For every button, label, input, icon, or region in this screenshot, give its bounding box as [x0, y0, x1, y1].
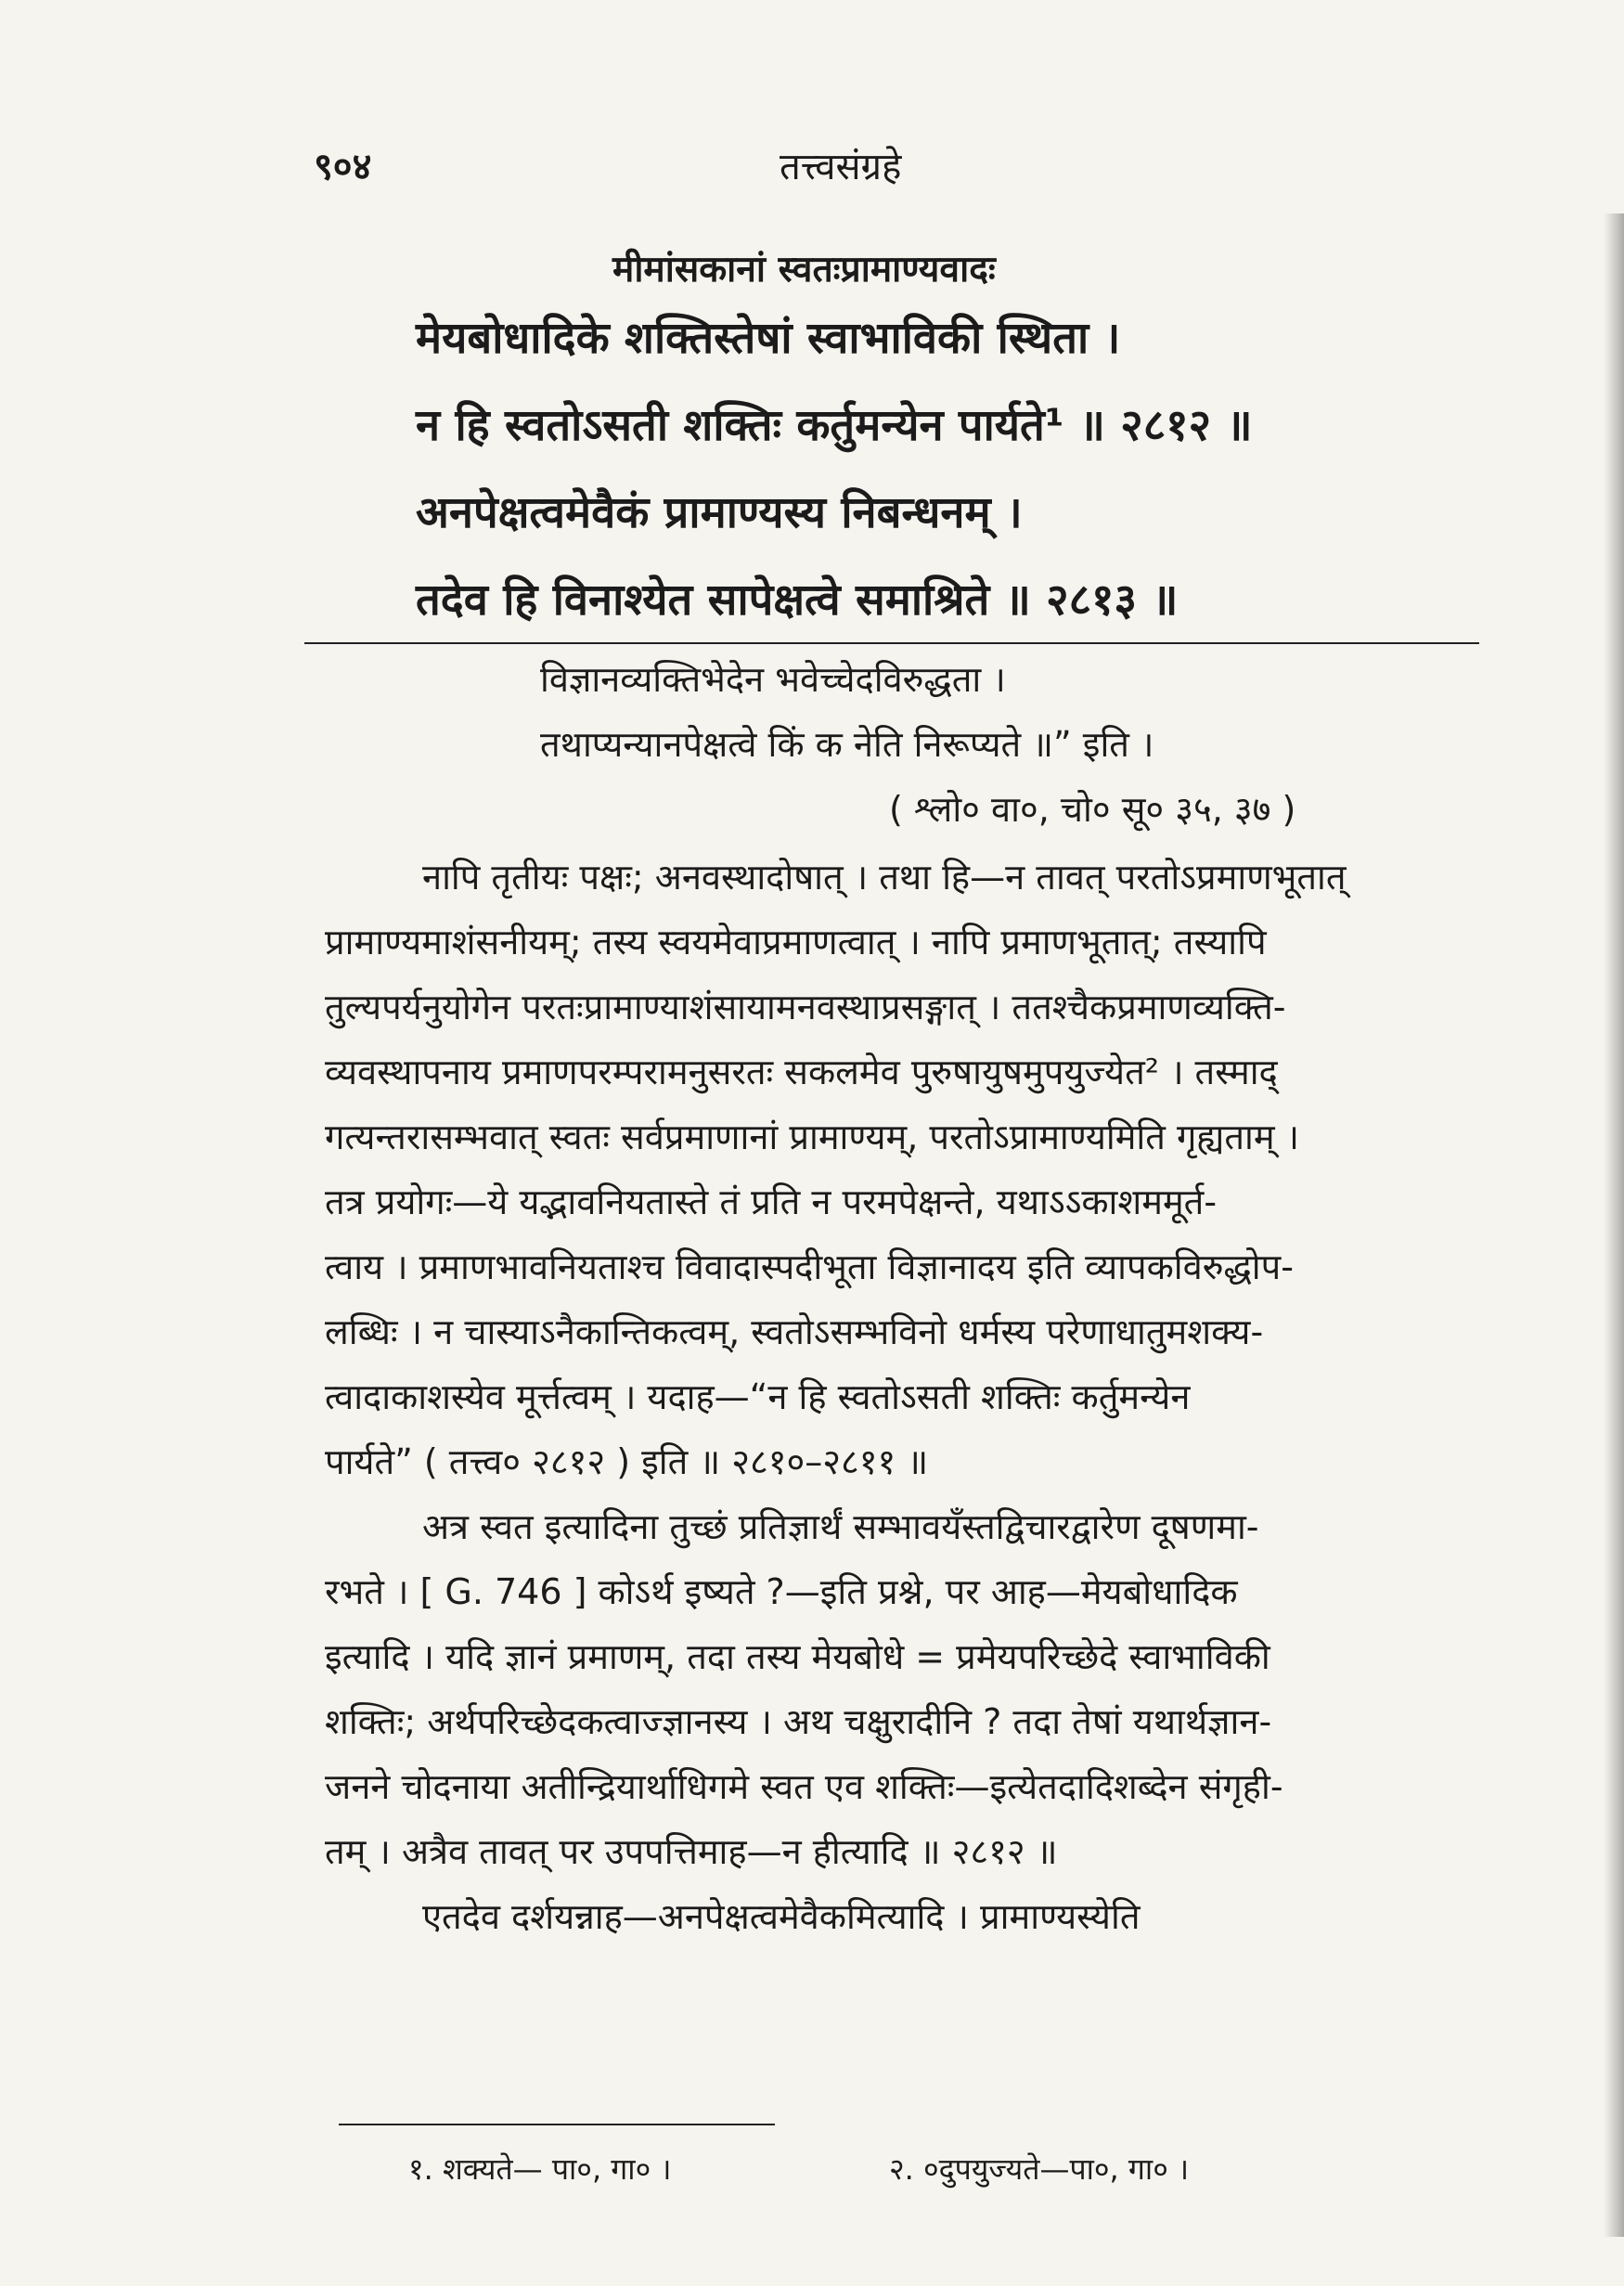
body-line: तम् । अत्रैव तावत् पर उपपत्तिमाह—न हीत्यादि ॥ २८१२ ॥	[325, 1831, 1058, 1872]
page-edge-shadow	[1604, 213, 1624, 2237]
verse-line: अनपेक्षत्वमेवैकं प्रामाण्यस्य निबन्धनम् ।	[416, 487, 1023, 538]
body-line: जनने चोदनाया अतीन्द्रियार्थाधिगमे स्वत एव शक्तिः—इत्येतदादिशब्देन संगृही-	[325, 1766, 1283, 1807]
body-line: अत्र स्वत इत्यादिना तुच्छं प्रतिज्ञार्थं सम्भावयँस्तद्विचारद्वारेण दूषणमा-	[422, 1506, 1259, 1547]
body-line: इत्यादि । यदि ज्ञानं प्रमाणम्, तदा तस्य मेयबोधे = प्रमेयपरिच्छेदे स्वाभाविकी	[325, 1636, 1270, 1677]
verse-line: मेयबोधादिके शक्तिस्तेषां स्वाभाविकी स्थिता ।	[416, 313, 1121, 364]
quote-line: विज्ञानव्यक्तिभेदेन भवेच्चेदविरुद्धता ।	[540, 659, 1006, 700]
verse-line: तदेव हि विनाश्येत सापेक्षत्वे समाश्रिते ॥ २८१३ ॥	[416, 575, 1179, 626]
body-line: तत्र प्रयोगः—ये यद्भावनियतास्ते तं प्रति न परमपेक्षन्ते, यथाऽऽकाशममूर्त-	[325, 1182, 1218, 1222]
body-line: त्वादाकाशस्येव मूर्त्तत्वम् । यदाह—“न हि स्वतोऽसती शक्तिः कर्तुमन्येन	[325, 1376, 1191, 1417]
body-line: व्यवस्थापनाय प्रमाणपरम्परामनुसरतः सकलमेव पुरुषायुषमुपयुज्येत² । तस्माद्	[325, 1052, 1278, 1092]
running-title: तत्त्वसंग्रहे	[780, 146, 902, 188]
body-line: रभते । [ G. 746 ] कोऽर्थ इष्यते ?—इति प्रश्ने, पर आह—मेयबोधादिक	[325, 1571, 1238, 1612]
body-line: तुल्यपर्यनुयोगेन परतःप्रामाण्याशंसायामनवस्थाप्रसङ्गात् । ततश्चैकप्रमाणव्यक्ति-	[325, 987, 1286, 1027]
body-line: त्वाय । प्रमाणभावनियताश्च विवादास्पदीभूता विज्ञानादय इति व्यापकविरुद्धोप-	[325, 1246, 1294, 1287]
body-line: शक्तिः; अर्थपरिच्छेदकत्वाज्ज्ञानस्य । अथ चक्षुरादीनि ? तदा तेषां यथार्थज्ञान-	[325, 1701, 1272, 1742]
separator-rule	[304, 642, 1479, 644]
footnote: २. ०दुपयुज्यते—पा०, गा० ।	[889, 2151, 1190, 2187]
verse-line: न हि स्वतोऽसती शक्तिः कर्तुमन्येन पार्यते¹ ॥ २८१२ ॥	[416, 400, 1253, 451]
body-line: एतदेव दर्शयन्नाह—अनपेक्षत्वमेवैकमित्यादि । प्रामाण्यस्येति	[422, 1896, 1141, 1937]
section-title: मीमांसकानां स्वतःप्रामाण्यवादः	[612, 249, 996, 291]
quote-line: तथाप्यन्यानपेक्षत्वे किं क नेति निरूप्यते ॥” इति ।	[540, 724, 1154, 765]
body-line: नापि तृतीयः पक्षः; अनवस्थादोषात् । तथा हि—न तावत् परतोऽप्रमाणभूतात्	[422, 857, 1347, 898]
footnote: १. शक्यते— पा०, गा० ।	[408, 2151, 672, 2187]
quote-citation: ( श्लो० वा०, चो० सू० ३५, ३७ )	[889, 789, 1296, 830]
footnote-rule	[339, 2124, 775, 2125]
body-line: गत्यन्तरासम्भवात् स्वतः सर्वप्रमाणानां प्रामाण्यम्, परतोऽप्रामाण्यमिति गृह्यताम् ।	[325, 1117, 1300, 1157]
page-number: ९०४	[314, 146, 372, 188]
body-line: प्रामाण्यमाशंसनीयम्; तस्य स्वयमेवाप्रमाणत्वात् । नापि प्रमाणभूतात्; तस्यापि	[325, 922, 1267, 962]
body-line: लब्धिः । न चास्याऽनैकान्तिकत्वम्, स्वतोऽसम्भविनो धर्मस्य परेणाधातुमशक्य-	[325, 1311, 1264, 1352]
body-line: पार्यते” ( तत्त्व० २८१२ ) इति ॥ २८१०–२८११ ॥	[325, 1441, 929, 1482]
